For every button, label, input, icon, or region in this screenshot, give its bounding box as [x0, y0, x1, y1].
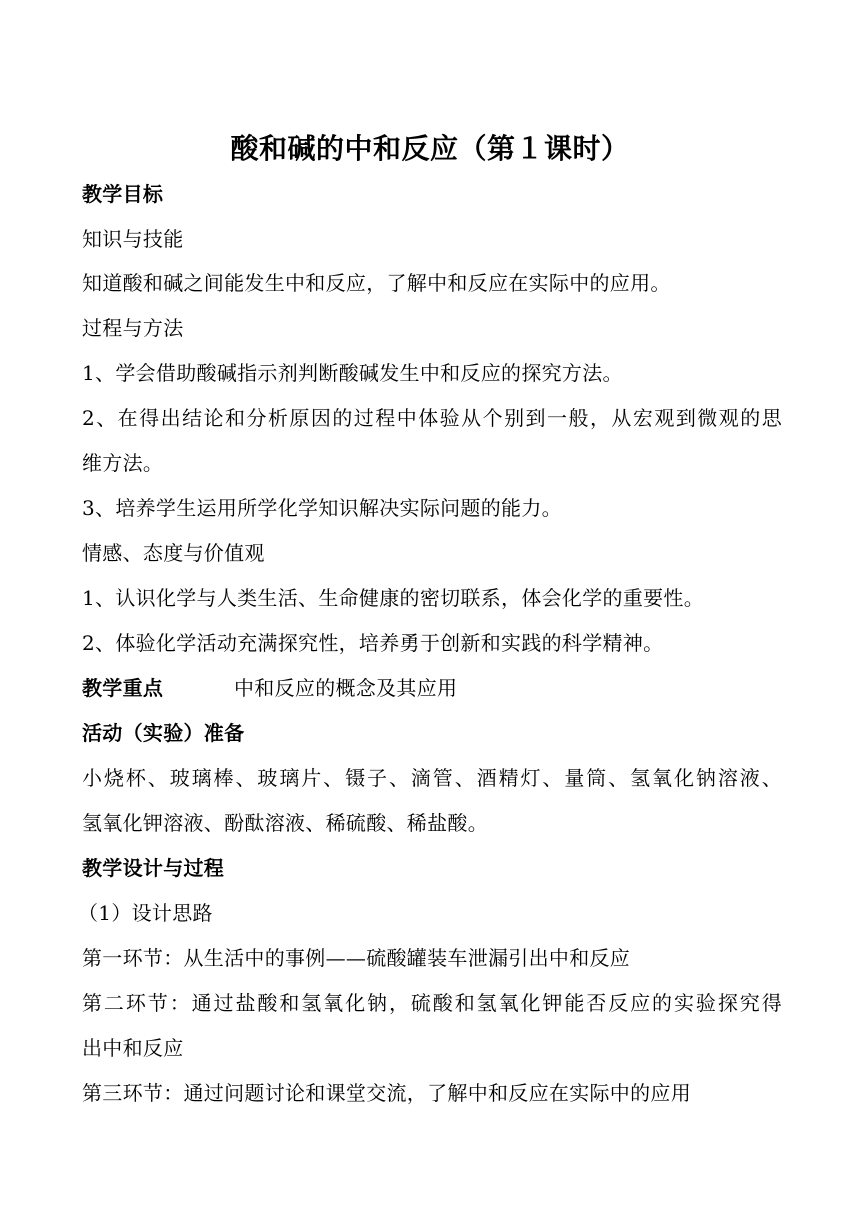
- process-item: 维方法。: [82, 451, 164, 475]
- preparation-heading: 活动（实验）准备: [82, 721, 245, 745]
- design-step: 出中和反应: [82, 1036, 184, 1060]
- knowledge-heading: 知识与技能: [82, 227, 184, 251]
- key-point-text: 中和反应的概念及其应用: [234, 676, 458, 700]
- design-subheading: （1）设计思路: [78, 901, 213, 925]
- design-step: 第二环节：通过盐酸和氢氧化钠，硫酸和氢氧化钾能否反应的实验探究得: [82, 991, 782, 1015]
- key-point-row: [82, 674, 782, 702]
- emotion-heading: 情感、态度与价值观: [82, 541, 265, 565]
- objectives-heading: 教学目标: [82, 182, 164, 206]
- design-heading: 教学设计与过程: [82, 856, 225, 880]
- process-item: 1、学会借助酸碱指示剂判断酸碱发生中和反应的探究方法。: [82, 361, 623, 385]
- process-item: 2、在得出结论和分析原因的过程中体验从个别到一般，从宏观到微观的思: [82, 406, 782, 430]
- emotion-item: 1、认识化学与人类生活、生命健康的密切联系，体会化学的重要性。: [82, 586, 705, 610]
- design-step: 第一环节：从生活中的事例——硫酸罐装车泄漏引出中和反应: [82, 946, 631, 970]
- process-heading: 过程与方法: [82, 316, 184, 340]
- emotion-item: 2、体验化学活动充满探究性，培养勇于创新和实践的科学精神。: [82, 631, 664, 655]
- key-point-label: 教学重点: [82, 676, 164, 700]
- design-step: 第三环节：通过问题讨论和课堂交流，了解中和反应在实际中的应用: [82, 1081, 691, 1105]
- knowledge-text: 知道酸和碱之间能发生中和反应，了解中和反应在实际中的应用。: [82, 271, 671, 295]
- preparation-line: 氢氧化钾溶液、酚酞溶液、稀硫酸、稀盐酸。: [82, 811, 488, 835]
- process-item: 3、培养学生运用所学化学知识解决实际问题的能力。: [82, 496, 562, 520]
- preparation-line: 小烧杯、玻璃棒、玻璃片、镊子、滴管、酒精灯、量筒、氢氧化钠溶液、: [82, 766, 782, 790]
- document-title: 酸和碱的中和反应（第１课时）: [230, 132, 630, 165]
